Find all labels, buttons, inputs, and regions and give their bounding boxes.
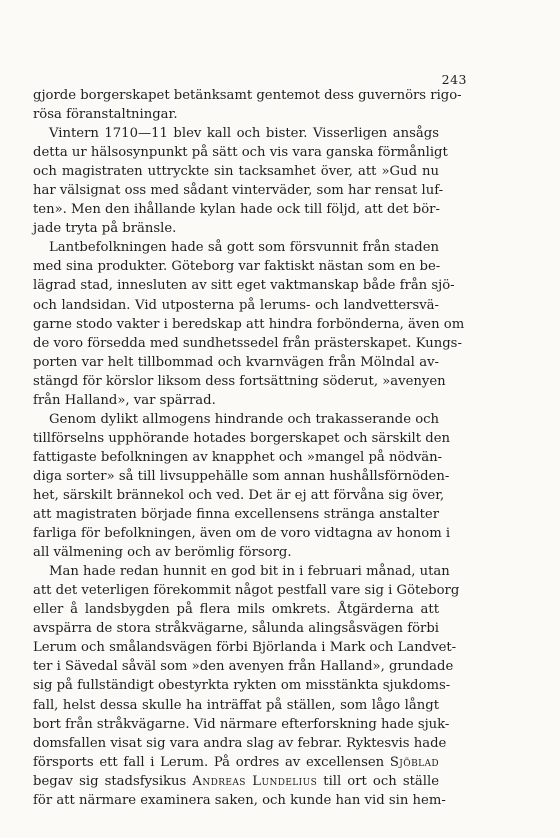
text-line-content: har välsignat oss med sådant vinterväder, som har rensat luf- xyxy=(33,183,444,199)
text-line xyxy=(33,638,457,657)
text-line xyxy=(33,257,439,276)
text-line-content: diga sorter» så till livsuppehälle som annan hushållsförnöden- xyxy=(33,468,450,484)
text-line-content: och landsidan. Vid utposterna på lerums- och landvettersvä- xyxy=(33,297,439,313)
text-line-content: domsfallen visat sig vara andra slag av febrar. Ryktesvis hade xyxy=(33,735,447,751)
text-line-content: avspärra de stora stråkvägarne, sålunda alingsåsvägen förbi xyxy=(33,621,439,637)
text-line xyxy=(33,276,455,295)
text-line-content: att det veterligen förekommit något pestfall vare sig i Göteborg xyxy=(33,583,460,599)
text-line xyxy=(33,734,447,753)
text-line xyxy=(33,429,450,448)
text-line-content: ten». Men den ihållande kylan hade ock till följd, att det bör- xyxy=(33,202,440,218)
text-line xyxy=(33,372,446,391)
text-line-content: Man hade redan hunnit en god bit in i februari månad, utan xyxy=(49,564,450,580)
text-line xyxy=(33,715,450,734)
text-line-content: all välmening och av berömlig försorg. xyxy=(33,545,292,561)
text-line xyxy=(33,772,439,791)
text-line-content: begav sig stadsfysikus xyxy=(33,773,193,789)
text-line xyxy=(33,562,450,581)
text-line xyxy=(33,86,462,105)
text-line-content: stängd för körslor liksom dess fortsättning söderut, »avenyen xyxy=(33,373,446,389)
text-line xyxy=(33,143,448,162)
text-line xyxy=(33,219,439,238)
text-line xyxy=(33,448,443,467)
text-line xyxy=(33,334,462,353)
text-line-content: från Halland», var spärrad. xyxy=(33,392,216,408)
text-line xyxy=(33,657,454,676)
text-line xyxy=(33,581,460,600)
text-line xyxy=(33,791,446,810)
text-line xyxy=(33,696,439,715)
text-line-content: farliga för befolkningen, även om de voro vidtagna av honom i xyxy=(33,526,451,542)
text-line xyxy=(33,296,439,315)
name-small-caps: Sjöblad xyxy=(389,754,439,770)
text-line xyxy=(33,505,439,524)
text-line-content: Lerum och smålandsvägen förbi Björlanda i Mark och Landvet- xyxy=(33,640,457,656)
text-line xyxy=(33,410,439,429)
text-line xyxy=(33,315,465,334)
text-line-content: garne stodo vakter i beredskap att hindra forbönderna, även om xyxy=(33,316,465,332)
text-line-content: att magistraten började finna excellensens stränga anstalter xyxy=(33,507,439,523)
text-line xyxy=(33,200,439,219)
text-line xyxy=(33,600,439,619)
body-text xyxy=(33,86,465,810)
text-line xyxy=(33,676,451,695)
text-line-content: detta ur hälsosynpunkt på sätt och vis vara ganska förmånligt xyxy=(33,145,448,161)
text-line-continuation: till ort och ställe xyxy=(317,773,439,789)
text-line-content: tillförselns upphörande hotades borgerskapet och särskilt den xyxy=(33,430,450,446)
text-line-content: bort från stråkvägarne. Vid närmare efterforskning hade sjuk- xyxy=(33,716,450,732)
text-line-content: fall, helst dessa skulle ha inträffat på ställen, som lågo långt xyxy=(33,697,439,713)
text-line-content: Lantbefolkningen hade så gott som försvunnit från staden xyxy=(49,240,439,256)
text-line xyxy=(33,391,439,410)
text-line-content: Genom dylikt allmogens hindrande och trakasserande och xyxy=(49,411,440,427)
text-line xyxy=(33,619,439,638)
text-line-content: porten var helt tillbommad och kvarnvägen från Mölndal av- xyxy=(33,354,439,370)
page-number: 243 xyxy=(441,72,467,87)
text-line-content: och magistraten uttryckte sin tacksamhet över, att »Gud nu xyxy=(33,164,439,180)
text-line-content: försports ett fall i Lerum. På ordres av excellensen xyxy=(33,754,390,770)
text-line-content: för att närmare examinera saken, och kunde han vid sin hem- xyxy=(33,792,446,808)
text-line-content: de voro försedda med sundhetssedel från prästerskapet. Kungs- xyxy=(33,335,462,351)
text-line-content: lägrad stad, innesluten av sitt eget vaktmanskap både från sjö- xyxy=(33,278,455,294)
text-line-content: ter i Sävedal såväl som »den avenyen från Halland», grundade xyxy=(33,659,454,675)
text-line xyxy=(33,353,439,372)
text-line-content: eller å landsbygden på flera mils omkrets. Åtgärderna att xyxy=(33,602,439,618)
text-line-content: sig på fullständigt obestyrkta rykten om misstänkta sjukdoms- xyxy=(33,678,451,694)
text-line xyxy=(33,105,439,124)
text-line xyxy=(33,238,439,257)
text-line-content: jade tryta på bränsle. xyxy=(33,221,177,237)
text-line-content: fattigaste befolkningen av knapphet och »mangel på nödvän- xyxy=(33,449,443,465)
text-line xyxy=(33,467,450,486)
text-line xyxy=(33,181,444,200)
text-line-content: rösa föranstaltningar. xyxy=(33,107,178,123)
name-small-caps: Andreas Lundelius xyxy=(192,773,318,789)
text-line xyxy=(33,486,445,505)
text-line xyxy=(33,162,439,181)
text-line xyxy=(33,124,439,143)
text-line xyxy=(33,543,439,562)
text-line xyxy=(33,753,439,772)
text-line-content: gjorde borgerskapet betänksamt gentemot dess guvernörs rigo- xyxy=(33,88,462,103)
text-line xyxy=(33,524,451,543)
text-line-content: het, särskilt brännekol och ved. Det är ej att förvåna sig över, xyxy=(33,487,445,503)
text-line-content: med sina produkter. Göteborg var faktiskt nästan som en be- xyxy=(33,259,441,275)
text-line-content: Vintern 1710—11 blev kall och bister. Visserligen ansågs xyxy=(49,126,439,142)
